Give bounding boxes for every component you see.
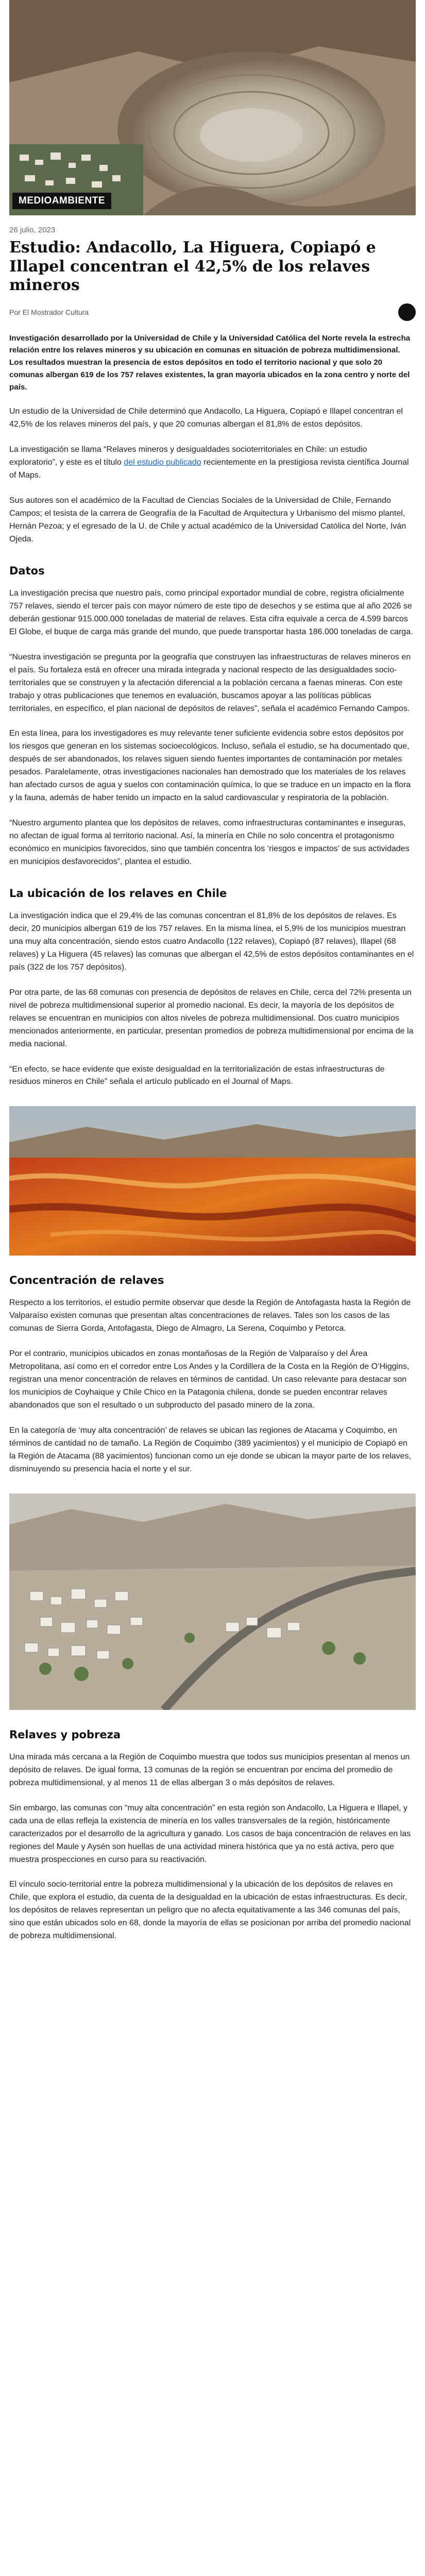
paragraph: Sin embargo, las comunas con “muy alta concentración” en esta región son Andacollo, La Higuera e Illapel, y cada una de ellas refleja la existencia de minería en los valles transversales de la región, históricamente caracterizados por el desarrollo de la agricultura y ganado. Los casos de baja concentración de relaves en las regiones del Maule y Aysén son huellas de una actividad minera histórica que ya no está activa, pero que muestra prospecciones en curso para su reactivación. <box>9 1803 411 1864</box>
section-heading-ubicacion: La ubicación de los relaves en Chile <box>9 887 227 900</box>
paragraph: Por otra parte, de las 68 comunas con presencia de depósitos de relaves en Chile, cerca del 72% presenta un nivel de pobreza multidimensional superior al promedio nacional. Es decir, la mayoría de los depósitos de relaves se encuentran en municipios con altos niveles de pobreza multidimensional. Dos cuatro municipios mencionados anteriormente, en particular, presentan promedios de pobreza multidimensional por encima de la media nacional. <box>9 988 414 1048</box>
byline-row <box>9 303 416 321</box>
paragraph: La investigación precisa que nuestro país, como principal exportador mundial de cobre, registra oficialmente 757 relaves, siendo el tercer país con mayor número de este tipo de desechos y se estima que al año 2026 se deberán gestionar 915.000.000 toneladas de material de relaves. Esta cifra equivale a cerca de 4.599 barcos El Globe, el buque de carga más grande del mundo, que puede transportar hasta 186.000 toneladas de carga. <box>9 588 413 636</box>
paragraph-text: La investigación se llama “Relaves mineros y desigualdades socioterritoriales en Chile: un estudio exploratorio”, y este es el título <box>9 445 367 467</box>
paragraph: El vínculo socio-territorial entre la pobreza multidimensional y la ubicación de los depósitos de relaves en Chile, que explora el estudio, da cuenta de la desigualdad en la ubicación de estas infraestructuras. Es decir, los depósitos de relaves representan un peligro que no afecta equitativamente a las 346 comunas del país, sino que están ubicados solo en 68, donde la mayoría de ellas se posicionan por arriba del promedio nacional de pobreza multidimensional. <box>9 1880 411 1941</box>
paragraph: Por el contrario, municipios ubicados en zonas montañosas de la Región de Valparaíso y del Área Metropolitana, así como en el corredor entre Los Andes y la Cordillera de la Costa en la Región de O’Higgins, registran una menor concentración de relaves en términos de cantidad. Un caso relevante para destacar son los municipios de Coyhaique y Chile Chico en la Patagonia chilena, donde se pueden encontrar relaves abandonados que son el resultado o un subproducto del pasado minero de la zona. <box>9 1349 410 1410</box>
paragraph: La investigación indica que el 29,4% de las comunas concentran el 81,8% de los depósitos de relaves. Es decir, 20 municipios albergan 619 de los 757 relaves. En la misma línea, el 5,9% de los municipios muestran una muy alta concentración, siendo estos cuatro Andacollo (122 relaves), Copiapó (87 relaves), Illapel (68 relaves) y La Higuera (45 relaves) las comunas que albergan el 42,5% de estos depósitos contaminantes en el país (322 de los 757 depósitos). <box>9 911 414 972</box>
tailings-photo <box>9 1106 416 1256</box>
paragraph: “En efecto, se hace evidente que existe desigualdad en la territorialización de estas infraestructuras de residuos mineros en Chile” señala el artículo publicado en el Journal of Maps. <box>9 1064 385 1087</box>
study-link[interactable]: del estudio publicado <box>124 458 201 467</box>
mine-tailings-photo <box>9 0 416 215</box>
category-badge[interactable]: MEDIOAMBIENTE <box>12 193 111 209</box>
paragraph: En la categoría de ‘muy alta concentración’ de relaves se ubican las regiones de Atacama y Coquimbo, en términos de cantidad no de tamaño. La Región de Coquimbo (389 yacimientos) y el municipio de Copiapó en la Región de Atacama (88 yacimientos) funcionan como un eje donde se ubican la mayor parte de los relaves, disminuyendo su presencia hacia el norte y el sur. <box>9 1426 412 1473</box>
byline-prefix: Por <box>9 308 21 316</box>
red-tailings-image <box>9 1106 416 1256</box>
article-lede: Investigación desarrollado por la Universidad de Chile y la Universidad Católica del Norte revela la estrecha relación entre los relaves mineros y su ubicación en comunas en situación de pobreza multidimensional. Los resultados muestran la presencia de estos depósitos en todo el territorio nacional y que solo 20 comunas albergan 619 de los 757 relaves existentes, la gran mayoría ubicados en la zona centro y norte del país. <box>9 333 411 392</box>
paragraph <box>9 444 416 482</box>
mining-town-image <box>9 1494 416 1710</box>
section-heading-pobreza: Relaves y pobreza <box>9 1728 121 1741</box>
article-body <box>9 405 416 1943</box>
dark-mode-toggle-icon[interactable] <box>398 303 416 321</box>
paragraph: Respecto a los territorios, el estudio permite observar que desde la Región de Antofagasta hasta la Región de Valparaíso existen comunas que presentan altas concentraciones de relaves. Tales son los casos de las comunas de Sierra Gorda, Antofagasta, Diego de Almagro, La Serena, Coquimbo y Petorca. <box>9 1298 411 1333</box>
paragraph: En esta línea, para los investigadores es muy relevante tener suficiente evidencia sobre estos depósitos por los riesgos que generan en los sistemas socioecológicos. Incluso, señala el estudio, se ha documentado que, después de ser abandonados, los relaves siguen siendo fuentes importantes de contaminación por metales pesados. Paralelamente, otras investigaciones nacionales han demostrado que los materiales de los relaves han afectado cursos de agua y suelos con contaminación química, lo que se traduce en un impacto en la flora y la fauna, además de haber tenido un impacto en la salud cardiovascular y respiratoria de la población. <box>9 729 411 803</box>
paragraph-text: recientemente en la prestigiosa revista científica Journal of Maps. <box>9 458 409 480</box>
section-heading-concentracion: Concentración de relaves <box>9 1274 164 1287</box>
paragraph: Un estudio de la Universidad de Chile determinó que Andacollo, La Higuera, Copiapó e Illapel concentran el 42,5% de los relaves mineros del país, y que 20 comunas albergan el 81,8% de estos depósitos. <box>9 407 403 429</box>
author-link[interactable]: El Mostrador Cultura <box>22 308 89 316</box>
paragraph: Sus autores son el académico de la Facultad de Ciencias Sociales de la Universidad de Chile, Fernando Campos; el tesista de la carrera de Geografía de la Facultad de Arquitectura y Urbanismo del mismo plantel, Hernán Pezoa; y el egresado de la U. de Chile y actual académico de la Universidad Católica del Norte, Iván Ojeda. <box>9 496 406 544</box>
article-title: Estudio: Andacollo, La Higuera, Copiapó e Illapel concentran el 42,5% de los relaves mineros <box>9 239 376 295</box>
paragraph: Una mirada más cercana a la Región de Coquimbo muestra que todos sus municipios presentan al menos un depósito de relaves. De igual forma, 13 comunas de la región se encuentran por encima del promedio de pobreza multidimensional, y al menos 11 de ellas albergan 3 o más depósitos de relaves. <box>9 1752 410 1787</box>
byline <box>9 308 89 316</box>
town-photo <box>9 1494 416 1710</box>
paragraph: “Nuestro argumento plantea que los depósitos de relaves, como infraestructuras contaminantes e inseguras, no afectan de igual forma al territorio nacional. Así, la minería en Chile no solo concentra el protagonismo económico en municipios favorecidos, sino que también concentra los ‘riesgos e impactos’ de sus actividades en municipios desfavorecidos”, plantea el estudio. <box>9 819 410 867</box>
section-heading-datos: Datos <box>9 564 45 577</box>
publish-date: 26 julio, 2023 <box>9 226 56 234</box>
paragraph: “Nuestra investigación se pregunta por la geografía que construyen las infraestructuras de relaves mineros en el país. Su fortaleza está en ofrecer una mirada integrada y nacional respecto de las desigualdades socio-territoriales que se construyen y la afectación diferencial a la población cercana a faenas mineras. Con este trabajo y otras publicaciones que tenemos en evaluación, buscamos apoyar a las políticas públicas territoriales, en específico, el plan nacional de depósitos de relaves”, señala el académico Fernando Campos. <box>9 652 411 713</box>
hero-image <box>9 0 416 215</box>
